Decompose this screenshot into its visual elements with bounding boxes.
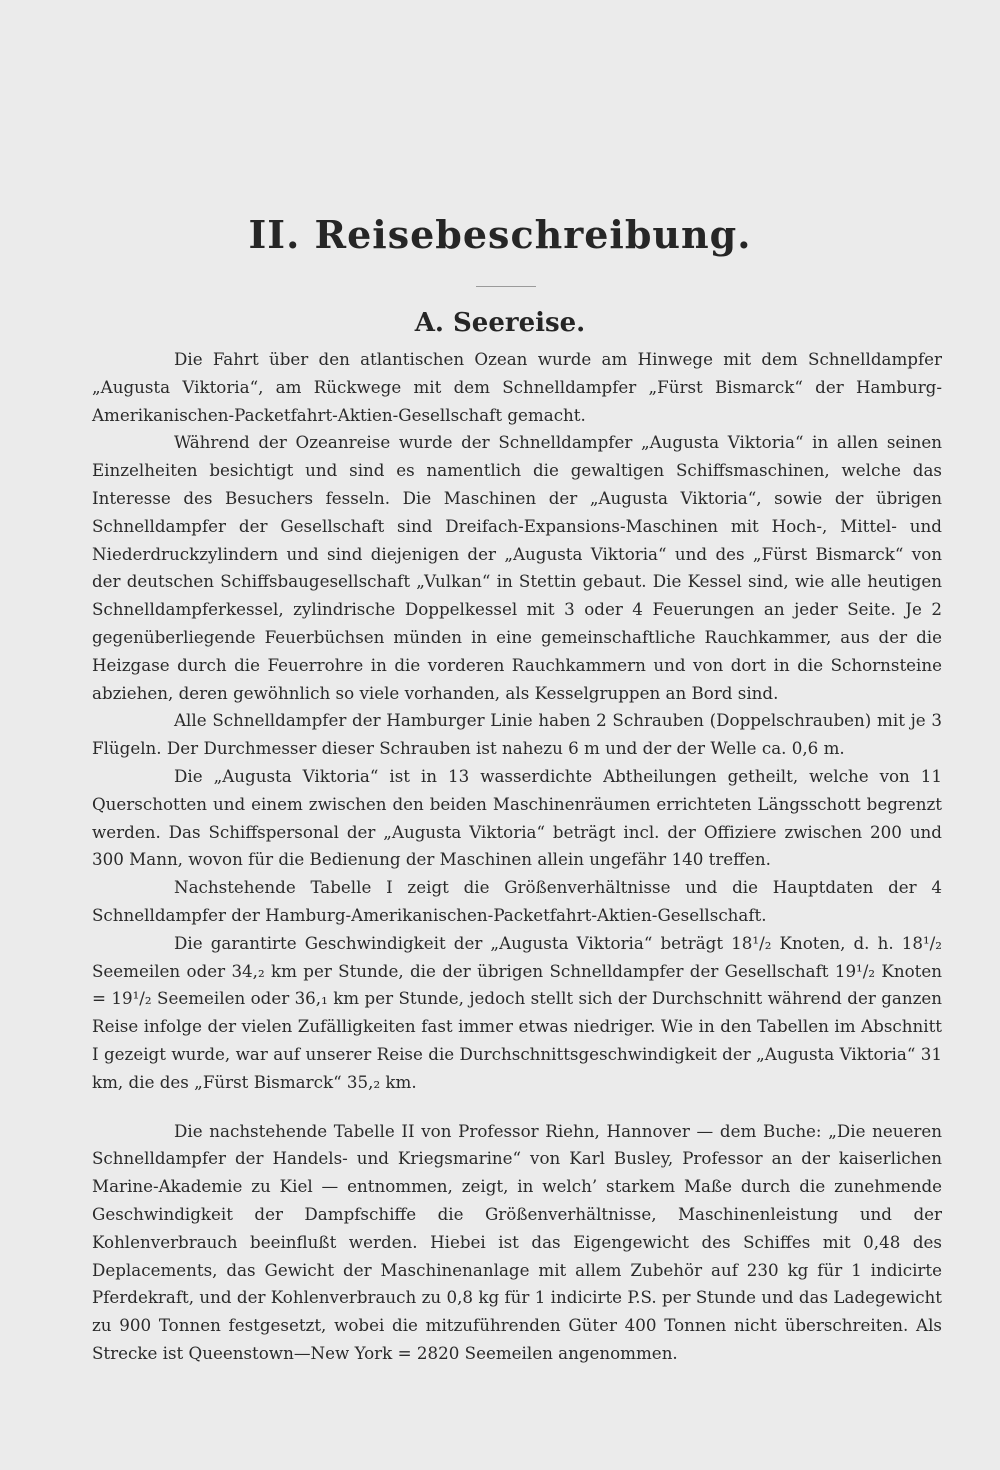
chapter-title: II. Reisebeschreibung. bbox=[248, 212, 752, 257]
paragraph: Während der Ozeanreise wurde der Schnelldampfer „Augusta Viktoria“ in allen seinen Einzelheiten besichtigt und sind es namentlich die gewaltigen Schiffsmaschinen, welche das Interesse des Besuchers fesseln. Die Maschinen der „Augusta Viktoria“, sowie der übrigen Schnelldampfer der Gesellschaft sind Dreifach-Expansions-Maschinen mit Hoch-, Mittel- und Niederdruckzylindern und sind diejenigen der „Augusta Viktoria“ und des „Fürst Bismarck“ von der deutschen Schiffsbaugesellschaft „Vulkan“ in Stettin gebaut. Die Kessel sind, wie alle heutigen Schnelldampferkessel, zylindrische Doppelkessel mit 3 oder 4 Feuerungen an jeder Seite. Je 2 gegenüberliegende Feuerbüchsen münden in eine gemeinschaftliche Rauchkammer, aus der die Heizgase durch die Feuerrohre in die vorderen Rauchkammern und von dort in die Schornsteine abziehen, deren gewöhnlich so viele vorhanden, als Kesselgruppen an Bord sind. bbox=[92, 432, 942, 703]
paragraph: Nachstehende Tabelle I zeigt die Größenverhältnisse und die Hauptdaten der 4 Schnelldampfer der Hamburg-Amerikanischen-Packetfahrt-Aktien-Gesellschaft. bbox=[92, 877, 942, 925]
paragraph: Die „Augusta Viktoria“ ist in 13 wasserdichte Abtheilungen getheilt, welche von 11 Querschotten und einem zwischen den beiden Maschinenräumen errichteten Längsschott begrenzt werden. Das Schiffspersonal der „Augusta Viktoria“ beträgt incl. der Offiziere zwischen 200 und 300 Mann, wovon für die Bedienung der Maschinen allein ungefähr 140 treffen. bbox=[92, 765, 942, 870]
section-title: A. Seereise. bbox=[414, 308, 586, 338]
paragraph: Alle Schnelldampfer der Hamburger Linie haben 2 Schrauben (Doppelschrauben) mit je 3 Flügeln. Der Durchmesser dieser Schrauben ist nahezu 6 m und der der Welle ca. 0,6 m. bbox=[92, 710, 942, 759]
paragraph: Die nachstehende Tabelle II von Professor Riehn, Hannover — dem Buche: „Die neueren Schnelldampfer der Handels- und Kriegsmarine“ von Karl Busley, Professor an der kaiserlichen Marine-Akademie zu Kiel — entnommen, zeigt, in welch’ starkem Maße durch die zunehmende Geschwindigkeit der Dampfschiffe die Größenverhältnisse, Maschinenleistung und der Kohlenverbrauch beeinflußt werden. Hiebei ist das Eigengewicht des Schiffes mit 0,48 des Deplacements, das Gewicht der Maschinenanlage mit allem Zubehör auf 230 kg für 1 indicirte Pferdekraft, und der Kohlenverbrauch zu 0,8 kg für 1 indicirte P.S. per Stunde und das Ladegewicht zu 900 Tonnen festgesetzt, wobei die mitzuführenden Güter 400 Tonnen nicht überschreiten. Als Strecke ist Queenstown—New York = 2820 Seemeilen angenommen. bbox=[92, 1120, 942, 1363]
paragraph: Die garantirte Geschwindigkeit der „Augusta Viktoria“ beträgt 18¹/₂ Knoten, d. h. 18¹/₂ Seemeilen oder 34,₂ km per Stunde, die der übrigen Schnelldampfer der Gesellschaft 19¹/₂ Knoten = 19¹/₂ Seemeilen oder 36,₁ km per Stunde, jedoch stellt sich der Durchschnitt während der ganzen Reise infolge der vielen Zufälligkeiten fast immer etwas niedriger. Wie in den Tabellen im Abschnitt I gezeigt wurde, war auf unserer Reise die Durchschnittsgeschwindigkeit der „Augusta Viktoria“ 31 km, die des „Fürst Bismarck“ 35,₂ km. bbox=[92, 932, 942, 1092]
body-text bbox=[92, 346, 942, 1368]
title-divider bbox=[476, 286, 536, 287]
paragraph: Die Fahrt über den atlantischen Ozean wurde am Hinwege mit dem Schnelldampfer „Augusta Viktoria“, am Rückwege mit dem Schnelldampfer „Fürst Bismarck“ der Hamburg-Amerikanischen-Packetfahrt-Aktien-Gesellschaft gemacht. bbox=[92, 349, 942, 425]
